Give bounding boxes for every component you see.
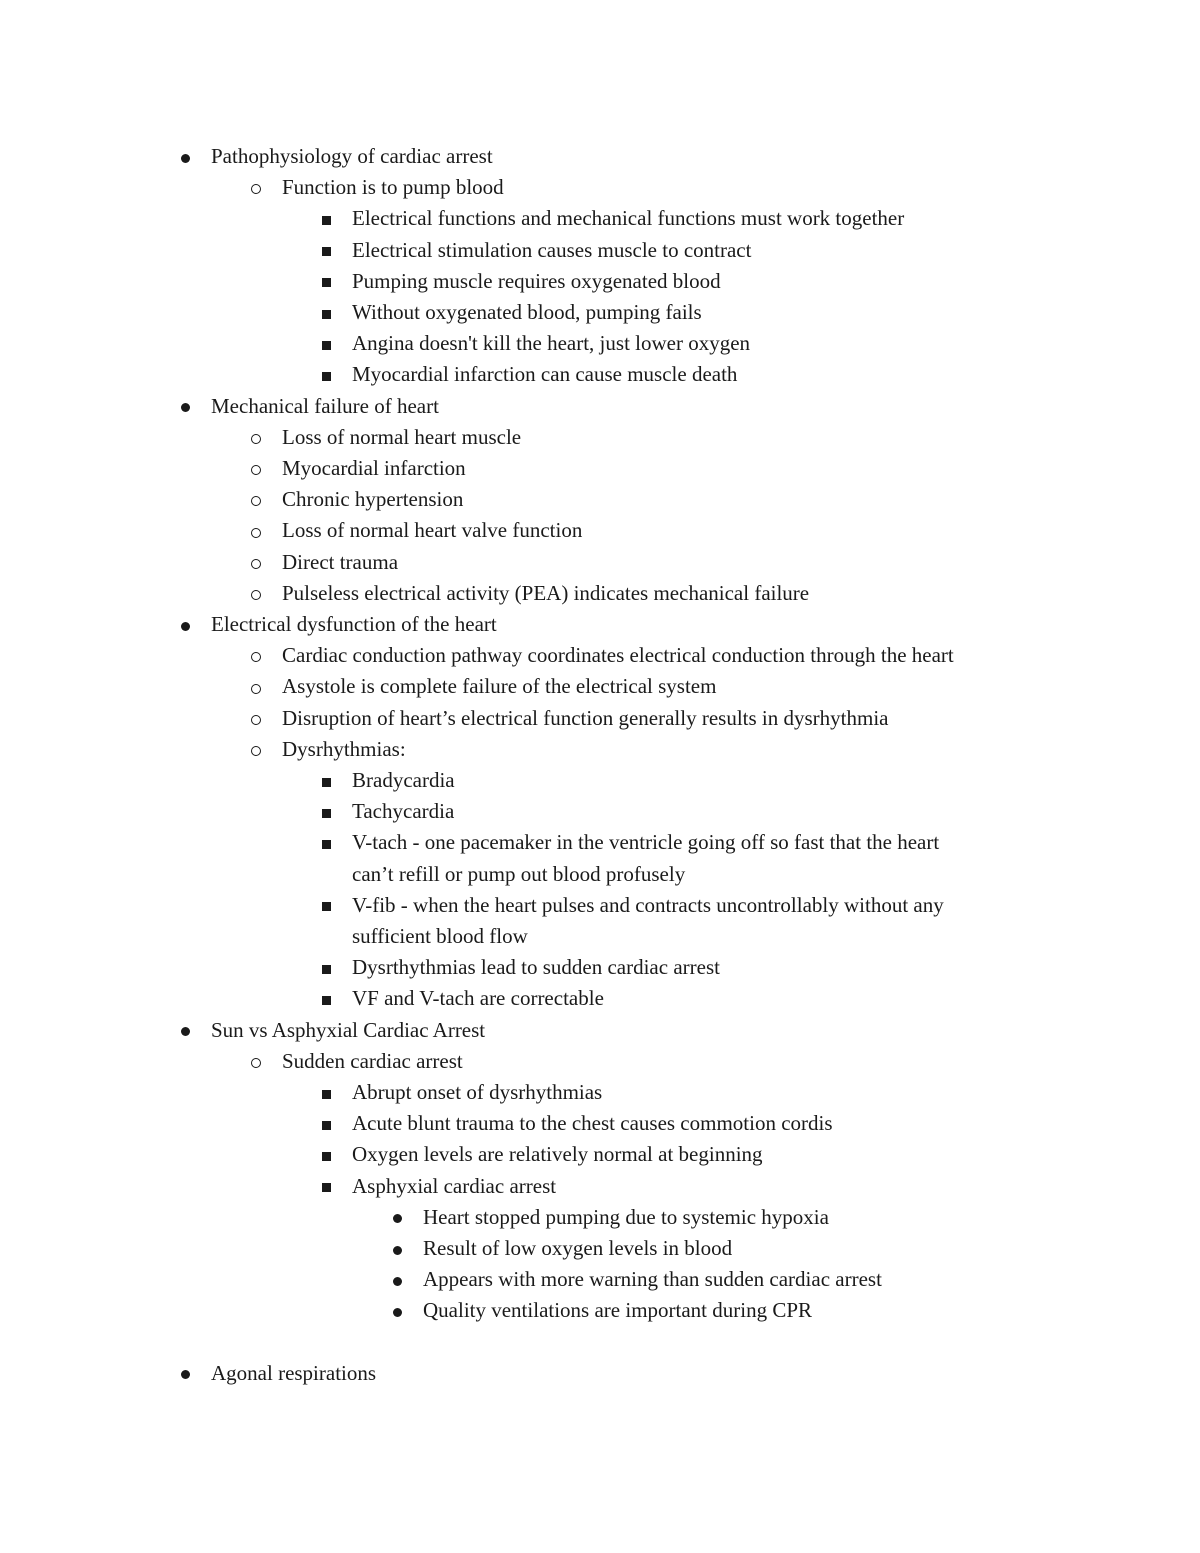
square-bullet-icon [316, 827, 336, 858]
list-item-level-1: Electrical dysfunction of the heart [211, 612, 497, 636]
list-item-level-3: Abrupt onset of dysrhythmias [352, 1080, 603, 1104]
disc-bullet-icon [387, 1202, 407, 1233]
list-item-level-2: Cardiac conduction pathway coordinates electrical conduction through the heart [282, 643, 954, 668]
list-item-level-2: Disruption of heart’s electrical function generally results in dysrhythmia [282, 705, 889, 730]
list-item-level-1: Agonal respirations [211, 1360, 377, 1385]
list-item-level-3: Dysrthythmias lead to sudden cardiac arrest [352, 955, 720, 980]
square-bullet-icon [316, 297, 336, 328]
circle-bullet-icon [246, 172, 266, 203]
square-bullet-icon [316, 890, 336, 921]
square-bullet-icon [316, 359, 336, 390]
list-item-level-4: Quality ventilations are important during CPR [423, 1298, 813, 1323]
list-item-level-3: sufficient blood flow [352, 924, 528, 948]
list-item-level-2: Loss of normal heart muscle [282, 424, 522, 449]
circle-bullet-icon [246, 422, 266, 453]
list-item-level-1: Sun vs Asphyxial Cardiac Arrest [211, 1017, 486, 1042]
list-item-level-3: V-fib - when the heart pulses and contracts uncontrollably without any [352, 892, 944, 917]
disc-bullet-icon [175, 391, 195, 422]
list-item-level-1: Mechanical failure of heart [211, 393, 439, 418]
list-item-level-3: Oxygen levels are relatively normal at beginning [352, 1142, 763, 1167]
square-bullet-icon [316, 328, 336, 359]
list-item-level-2: Sudden cardiac arrest [282, 1048, 463, 1073]
list-item-level-3: Bradycardia [352, 768, 455, 792]
disc-bullet-icon [387, 1233, 407, 1264]
disc-bullet-icon [175, 609, 195, 640]
list-item-level-2: Myocardial infarction [282, 456, 466, 480]
list-item-level-4: Heart stopped pumping due to systemic hypoxia [423, 1204, 829, 1229]
square-bullet-icon [316, 796, 336, 827]
square-bullet-icon [316, 1108, 336, 1139]
circle-bullet-icon [246, 515, 266, 546]
square-bullet-icon [316, 235, 336, 266]
circle-bullet-icon [246, 734, 266, 765]
disc-bullet-icon [175, 1015, 195, 1046]
circle-bullet-icon [246, 484, 266, 515]
square-bullet-icon [316, 765, 336, 796]
list-item-level-3: Pumping muscle requires oxygenated blood [352, 268, 721, 293]
disc-bullet-icon [387, 1295, 407, 1326]
circle-bullet-icon [246, 578, 266, 609]
square-bullet-icon [316, 203, 336, 234]
list-item-level-2: Dysrhythmias: [282, 736, 406, 761]
list-item-level-2: Chronic hypertension [282, 487, 464, 512]
square-bullet-icon [316, 952, 336, 983]
list-item-level-3: Tachycardia [352, 799, 455, 824]
square-bullet-icon [316, 266, 336, 297]
list-item-level-3: can’t refill or pump out blood profusely [352, 861, 686, 886]
list-item-level-3: Electrical stimulation causes muscle to contract [352, 237, 752, 262]
list-item-level-2: Function is to pump blood [282, 175, 504, 200]
disc-bullet-icon [175, 141, 195, 172]
list-item-level-3: Myocardial infarction can cause muscle death [352, 362, 738, 387]
list-item-level-3: Acute blunt trauma to the chest causes commotion cordis [352, 1111, 833, 1136]
square-bullet-icon [316, 1139, 336, 1170]
list-item-level-2: Loss of normal heart valve function [282, 518, 583, 543]
list-item-level-3: Without oxygenated blood, pumping fails [352, 300, 702, 324]
list-item-level-4: Result of low oxygen levels in blood [423, 1236, 733, 1260]
disc-bullet-icon [175, 1358, 195, 1389]
list-item-level-3: Angina doesn't kill the heart, just lower oxygen [352, 331, 751, 356]
circle-bullet-icon [246, 1046, 266, 1077]
circle-bullet-icon [246, 453, 266, 484]
list-item-level-3: VF and V-tach are correctable [352, 986, 604, 1011]
circle-bullet-icon [246, 547, 266, 578]
list-item-level-1: Pathophysiology of cardiac arrest [211, 144, 493, 168]
circle-bullet-icon [246, 671, 266, 702]
list-item-level-3: V-tach - one pacemaker in the ventricle going off so fast that the heart [352, 830, 940, 855]
square-bullet-icon [316, 983, 336, 1014]
list-item-level-3: Asphyxial cardiac arrest [352, 1173, 557, 1198]
list-item-level-2: Asystole is complete failure of the electrical system [282, 674, 717, 699]
list-item-level-4: Appears with more warning than sudden cardiac arrest [423, 1267, 882, 1292]
square-bullet-icon [316, 1077, 336, 1108]
list-item-level-3: Electrical functions and mechanical functions must work together [352, 206, 905, 231]
circle-bullet-icon [246, 640, 266, 671]
disc-bullet-icon [387, 1264, 407, 1295]
list-item-level-2: Pulseless electrical activity (PEA) indicates mechanical failure [282, 580, 810, 605]
square-bullet-icon [316, 1171, 336, 1202]
list-item-level-2: Direct trauma [282, 549, 399, 574]
circle-bullet-icon [246, 703, 266, 734]
